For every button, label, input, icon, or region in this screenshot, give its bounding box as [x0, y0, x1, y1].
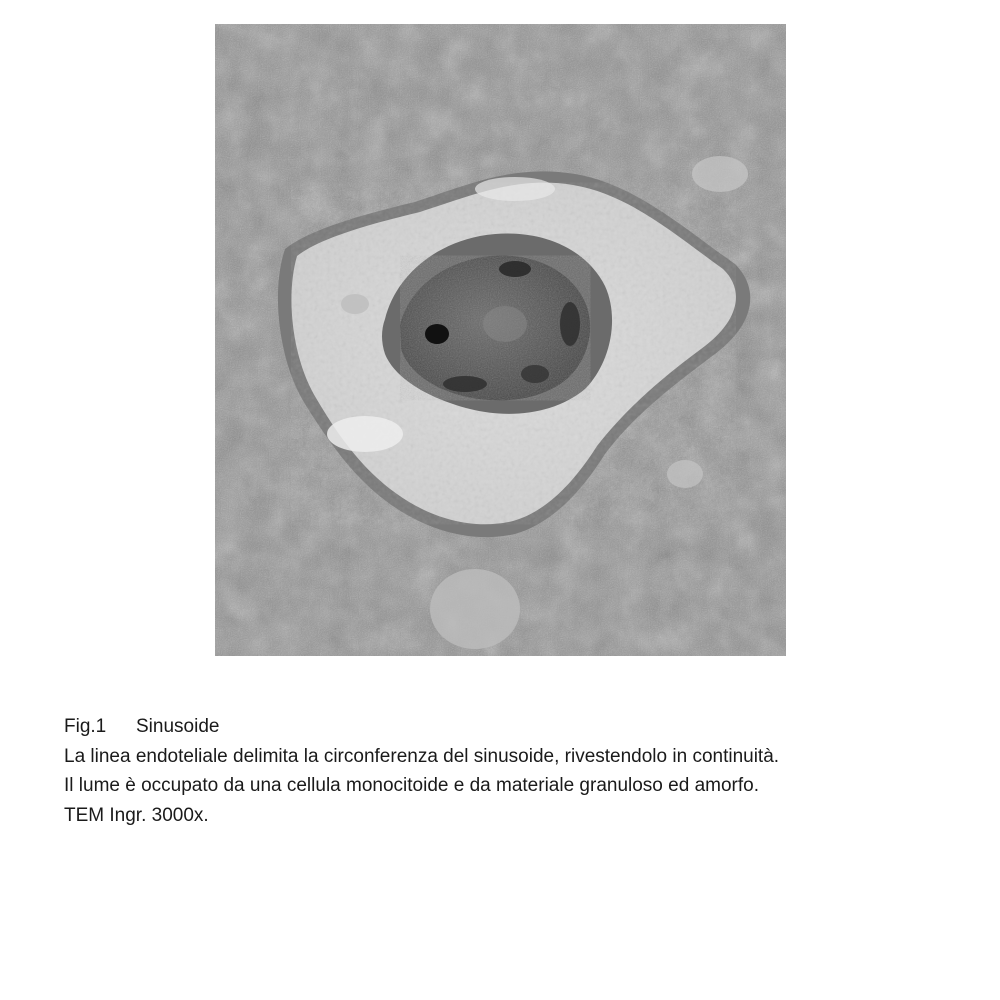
caption-line-1: La linea endoteliale delimita la circonferenza del sinusoide, rivestendolo in continuità.	[64, 745, 780, 767]
caption-line-2: Il lume è occupato da una cellula monocitoide e da materiale granuloso ed amorfo.	[64, 775, 759, 796]
figure-caption	[64, 712, 964, 830]
tem-micrograph	[215, 24, 786, 656]
figure-title: Sinusoide	[136, 716, 220, 737]
micrograph-image	[215, 24, 786, 656]
caption-line-3: TEM Ingr. 3000x.	[64, 804, 209, 826]
caption-heading	[64, 712, 964, 742]
figure-label: Fig.1	[64, 716, 107, 737]
